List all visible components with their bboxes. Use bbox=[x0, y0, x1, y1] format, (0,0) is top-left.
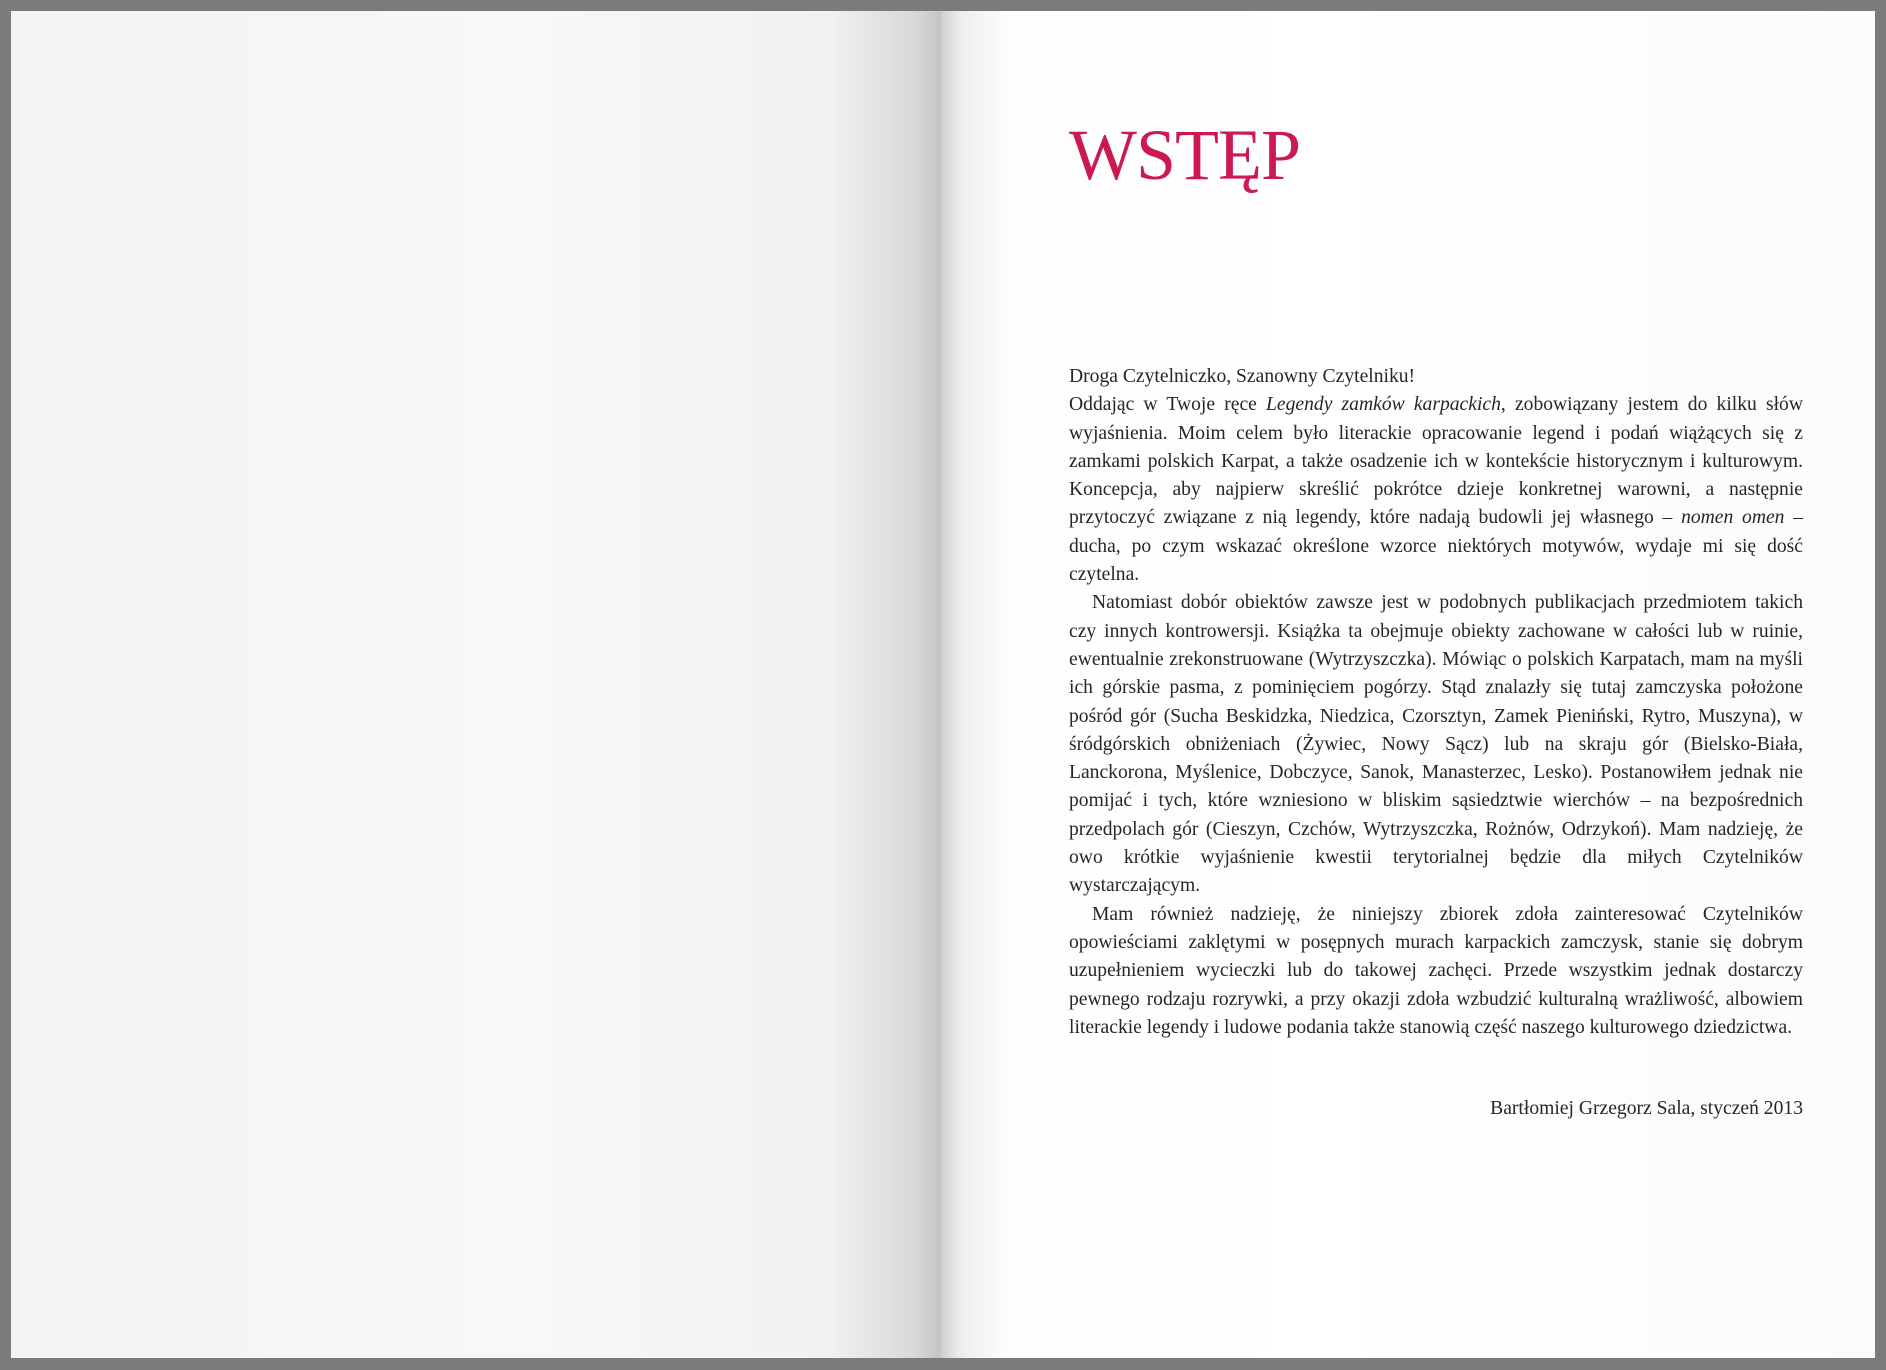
latin-phrase: nomen omen bbox=[1681, 507, 1785, 529]
book-title: Legendy zamków karpackich bbox=[1266, 394, 1501, 416]
chapter-heading: WSTĘP bbox=[1069, 115, 1301, 195]
greeting: Droga Czytelniczko, Szanowny Czytelniku! bbox=[1069, 366, 1416, 387]
paragraph-3: Mam również nadzieję, że niniejszy zbiorek zdoła zainteresować Czytelników opowieściami zaklętymi w posępnych murach karpackich zamczysk, stanie się dobrym uzupełnieniem wycieczki lub do takowej zachęci. Przede wszystkim jednak dostarczy pewnego rodzaju rozrywki, a przy okazji zdoła wzbudzić kulturalną wrażliwość, albowiem literackie legendy i ludowe podania także stanowią część naszego kulturowego dziedzictwa. bbox=[1069, 903, 1803, 1038]
book-spread bbox=[11, 11, 1875, 1358]
paragraph-1 bbox=[1069, 391, 1803, 589]
paragraph-2: Natomiast dobór obiektów zawsze jest w podobnych publikacjach przedmiotem takich czy innych kontrowersji. Książka ta obejmuje obiekty zachowane w całości lub w ruinie, ewentualnie zrekonstruowane (Wytrzyszczka). Mówiąc o polskich Karpatach, mam na myśli ich górskie pasma, z pominięciem pogórzy. Stąd znalazły się tutaj zamczyska położone pośród gór (Sucha Beskidzka, Niedzica, Czorsztyn, Zamek Pieniński, Rytro, Muszyna), w śródgórskich obniżeniach (Żywiec, Nowy Sącz) lub na skraju gór (Bielsko-Biała, Lanckorona, Myślenice, Dobczyce, Sanok, Manasterzec, Lesko). Postanowiłem jednak nie pomijać i tych, które wzniesiono w bliskim sąsiedztwie wierchów – na bezpośrednich przedpolach gór (Cieszyn, Czchów, Wytrzyszczka, Rożnów, Odrzykoń). Mam nadzieję, że owo krótkie wyjaśnienie kwestii terytorialnej będzie dla miłych Czytelników wystarczającym. bbox=[1069, 592, 1803, 897]
paragraph-1-text-b: , zobowiązany jestem do kilku słów wyjaśnienia. Moim celem było literackie opracowanie legend i podań wiążących się z zamkami polskich Karpat, a także osadzenie ich w kontekście historycznym i kulturowym. Koncepcja, aby najpierw skreślić pokrótce dzieje konkretnej warowni, a następnie przytoczyć związane z nią legendy, które nadają budowli jej własnego – bbox=[1069, 394, 1803, 529]
paragraph-1-text-a: Oddając w Twoje ręce bbox=[1069, 394, 1267, 416]
right-page bbox=[941, 11, 1875, 1358]
body-text bbox=[1069, 363, 1803, 1042]
author-signature: Bartłomiej Grzegorz Sala, styczeń 2013 bbox=[1490, 1098, 1803, 1119]
paragraph-1-text-c: – ducha, po czym wskazać określone wzorce niektórych motywów, wydaje mi się dość czytelna. bbox=[1069, 507, 1803, 586]
left-page bbox=[11, 11, 941, 1358]
